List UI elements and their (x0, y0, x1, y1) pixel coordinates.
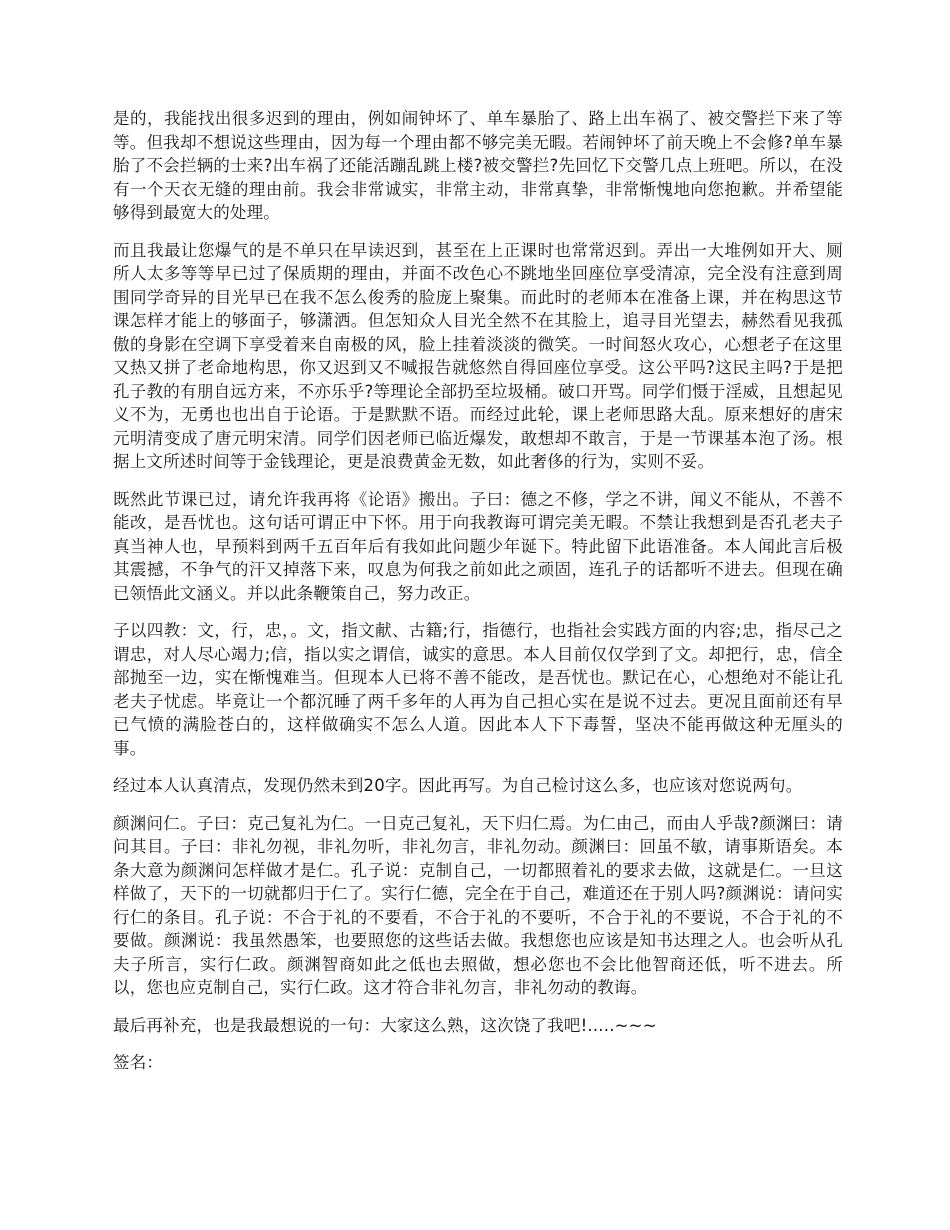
paragraph-1: 是的，我能找出很多迟到的理由，例如闹钟坏了、单车暴胎了、路上出车祸了、被交警拦下来了等等。但我却不想说这些理由，因为每一个理由都不够完美无暇。若闹钟坏了前天晚上不会修?单车暴胎了不会拦辆的士来?出车祸了还能活蹦乱跳上楼?被交警拦?先回忆下交警几点上班吧。所以，在没有一个天衣无缝的理由前。我会非常诚实，非常主动，非常真挚，非常惭愧地向您抱歉。并希望能够得到最宽大的处理。 (113, 109, 843, 222)
document-body (113, 107, 843, 1089)
paragraph-3: 既然此节课已过，请允许我再将《论语》搬出。子曰：德之不修，学之不讲，闻义不能从，不善不能改，是吾忧也。这句话可谓正中下怀。用于向我教诲可谓完美无暇。不禁让我想到是否孔老夫子真当神人也，早预料到两千五百年后有我如此问题少年诞下。特此留下此语准备。本人闻此言后极其震撼，不争气的汗又掉落下来，叹息为何我之前如此之顽固，连孔子的话都听不进去。但现在确已领悟此文涵义。并以此条鞭策自己，努力改正。 (113, 489, 843, 603)
paragraph-4: 子以四教：文，行，忠，。文，指文献、古籍;行，指德行，也指社会实践方面的内容;忠，指尽己之谓忠，对人尽心竭力;信，指以实之谓信，诚实的意思。本人目前仅仅学到了文。却把行，忠，信全部抛至一边，实在惭愧难当。但现本人已将不善不能改，是吾忧也。默记在心，心想绝对不能让孔老夫子忧虑。毕竟让一个都沉睡了两千多年的人再为自己担心实在是说不过去。更况且面前还有早已气愤的满脸苍白的，这样做确实不怎么人道。因此本人下下毒誓，坚决不能再做这种无厘头的事。 (113, 621, 843, 758)
paragraph-5: 经过本人认真清点，发现仍然未到20字。因此再写。为自己检讨这么多，也应该对您说两句。 (113, 776, 803, 795)
paragraph-7: 最后再补充，也是我最想说的一句：大家这么熟，这次饶了我吧!.....~~~ (113, 1015, 657, 1035)
signature-label: 签名： (113, 1053, 164, 1072)
paragraph-2: 而且我最让您爆气的是不单只在早读迟到，甚至在上正课时也常常迟到。弄出一大堆例如开大、厕所人太多等等早已过了保质期的理由，并面不改色心不跳地坐回座位享受清凉，完全没有注意到周围同学奇异的目光早已在我不怎么俊秀的脸庞上聚集。而此时的老师本在准备上课，并在构思这节课怎样才能上的够面子，够潇洒。但怎知众人目光全然不在其脸上，追寻目光望去，赫然看见我孤傲的身影在空调下享受着来自南极的风，脸上挂着淡淡的微笑。一时间怒火攻心，心想老子在这里又热又拼了老命地构思，你又迟到又不喊报告就悠然自得回座位享受。这公平吗?这民主吗?于是把孔子教的有朋自远方来，不亦乐乎?等理论全部扔至垃圾桶。破口开骂。同学们慑于淫威，且想起见义不为，无勇也也出自于论语。于是默默不语。而经过此轮，课上老师思路大乱。原来想好的唐宋元明清变成了唐元明宋清。同学们因老师已临近爆发，敢想却不敢言，于是一节课基本泡了汤。根据上文所述时间等于金钱理论，更是浪费黄金无数，如此奢侈的行为，实则不妥。 (113, 240, 843, 471)
paragraph-6: 颜渊问仁。子曰：克己复礼为仁。一日克己复礼，天下归仁焉。为仁由己，而由人乎哉?颜渊曰：请问其目。子曰：非礼勿视，非礼勿听，非礼勿言，非礼勿动。颜渊曰：回虽不敏，请事斯语矣。本条大意为颜渊问怎样做才是仁。孔子说：克制自己，一切都照着礼的要求去做，这就是仁。一旦这样做了，天下的一切就都归于仁了。实行仁德，完全在于自己，难道还在于别人吗?颜渊说：请问实行仁的条目。孔子说：不合于礼的不要看，不合于礼的不要听，不合于礼的不要说，不合于礼的不要做。颜渊说：我虽然愚笨，也要照您的这些话去做。我想您也应该是知书达理之人。也会听从孔夫子所言，实行仁政。颜渊智商如此之低也去照做，想必您也不会比他智商还低，听不进去。所以，您也应克制自己，实行仁政。这才符合非礼勿言，非礼勿动的教诲。 (113, 813, 843, 997)
